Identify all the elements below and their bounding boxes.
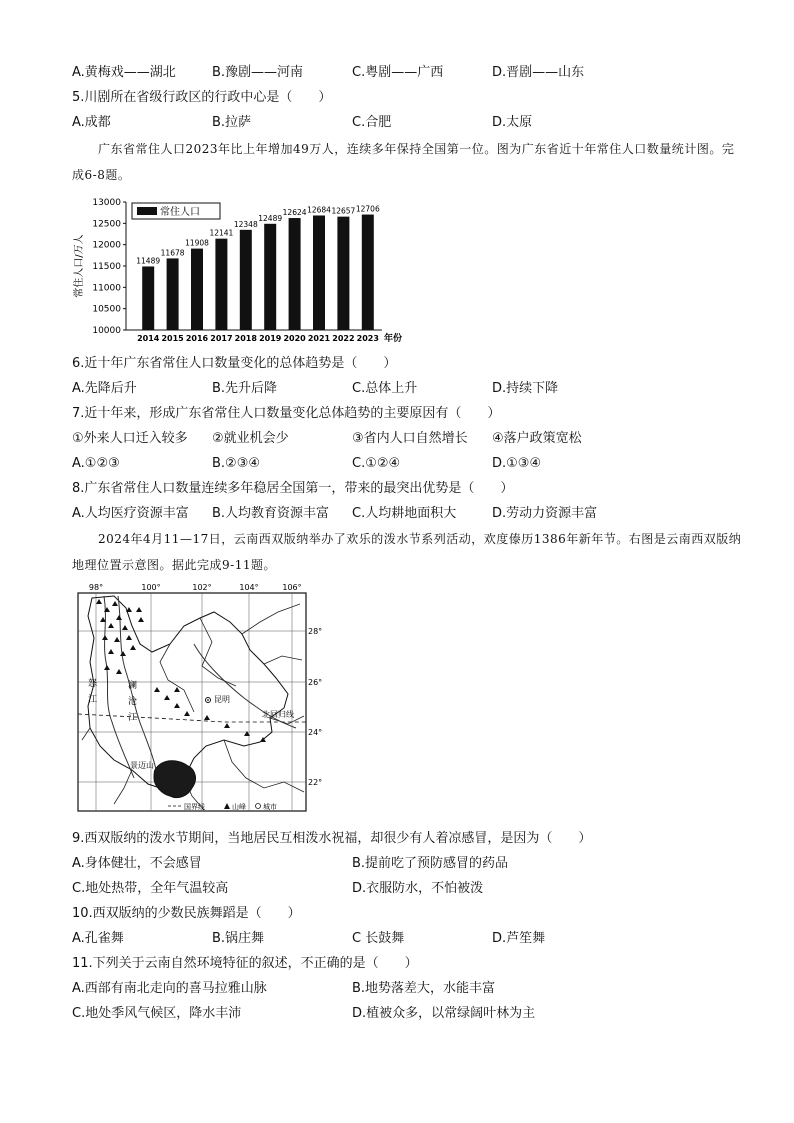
lat-label: 26° (308, 678, 323, 687)
bar-value-label: 12657 (331, 206, 356, 216)
q7-option-b: B.②③④ (212, 456, 261, 471)
q9-option-b: B.提前吃了预防感冒的药品 (352, 856, 509, 871)
x-axis-label: 年份 (384, 334, 403, 344)
bar-value-label: 12489 (258, 213, 283, 223)
q10-option-d: D.芦笙舞 (492, 931, 546, 946)
y-tick-label: 11000 (92, 283, 121, 294)
region-label: 景迈山 (130, 761, 154, 770)
intro-text: 2024年4月11—17日，云南西双版纳举办了欢乐的泼水节系列活动，欢度傣历1386年新年节。右图是云南西双版纳地理位置示意图。据此完成9-11题。 (72, 532, 742, 572)
lat-label: 28° (308, 627, 323, 636)
population-bar-chart (72, 192, 412, 344)
q6-option-d: D.持续下降 (492, 381, 559, 396)
q8-option-c: C.人均耕地面积大 (352, 506, 457, 521)
tropic-label: 北回归线 (262, 710, 294, 719)
q4-option-d: D.晋剧——山东 (492, 65, 585, 80)
q7-option-d: D.①③④ (492, 456, 542, 471)
y-tick-label: 10000 (92, 326, 121, 336)
y-axis-label: 常住人口/万人 (74, 234, 85, 298)
yunnan-location-map (74, 582, 334, 814)
lon-label: 102° (192, 583, 212, 592)
y-tick-label: 12000 (92, 240, 121, 251)
bar-value-label: 11678 (160, 248, 185, 258)
bar (240, 230, 252, 330)
q10-stem: 10.西双版纳的少数民族舞蹈是（ ） (72, 906, 301, 921)
y-tick-label: 12500 (92, 219, 121, 230)
bar (313, 215, 325, 330)
q7-reason-1: ①外来人口迁入较多 (72, 431, 188, 446)
q9-option-a: A.身体健壮，不会感冒 (72, 856, 202, 871)
bar (215, 239, 227, 330)
q6-option-c: C.总体上升 (352, 381, 418, 396)
legend-label: 常住人口 (160, 207, 200, 218)
x-tick-label: 2015 (161, 334, 184, 343)
bar (264, 224, 276, 330)
svg-text:山峰: 山峰 (232, 803, 246, 811)
q8-option-a: A.人均医疗资源丰富 (72, 506, 189, 521)
q5-stem: 5.川剧所在省级行政区的行政中心是（ ） (72, 90, 332, 105)
x-tick-label: 2014 (137, 334, 160, 343)
q5-option-d: D.太原 (492, 115, 533, 130)
q6-option-b: B.先升后降 (212, 381, 278, 396)
bar (362, 215, 374, 330)
x-tick-label: 2021 (307, 334, 331, 343)
q7-option-c: C.①②④ (352, 456, 401, 471)
x-tick-label: 2017 (210, 334, 233, 343)
lon-label: 98° (88, 583, 104, 592)
q8-stem: 8.广东省常住人口数量连续多年稳居全国第一，带来的最突出优势是（ ） (72, 481, 514, 496)
q7-reason-4: ④落户政策宽松 (492, 431, 582, 446)
q6-stem: 6.近十年广东省常住人口数量变化的总体趋势是（ ） (72, 356, 397, 371)
q11-option-c: C.地处季风气候区，降水丰沛 (72, 1006, 242, 1021)
q9-stem: 9.西双版纳的泼水节期间，当地居民互相泼水祝福，却很少有人着凉感冒，是因为（ ） (72, 831, 592, 846)
intro-paragraph-xishuangbanna (72, 526, 742, 578)
city-legend-icon (256, 804, 261, 809)
river-label: 江 (88, 695, 98, 705)
x-tick-label: 2022 (332, 334, 355, 343)
lon-label: 100° (141, 583, 161, 592)
lat-label: 24° (308, 728, 323, 737)
city-label: 昆明 (214, 695, 230, 704)
bar-value-label: 12624 (282, 208, 307, 218)
x-tick-label: 2016 (185, 334, 209, 343)
legend-swatch (137, 207, 157, 215)
lon-label: 106° (282, 583, 302, 592)
lat-label: 22° (308, 778, 323, 787)
q8-option-d: D.劳动力资源丰富 (492, 506, 598, 521)
q10-option-b: B.锅庄舞 (212, 931, 265, 946)
q11-option-d: D.植被众多，以常绿阔叶林为主 (352, 1006, 536, 1021)
river-label: 沧 (128, 697, 138, 707)
bar-value-label: 12348 (233, 219, 258, 229)
q9-option-d: D.衣服防水，不怕被泼 (352, 881, 484, 896)
q4-option-a: A.黄梅戏——湖北 (72, 65, 176, 80)
bar-value-label: 12141 (209, 228, 234, 238)
bar (167, 258, 179, 330)
lon-label: 104° (239, 583, 259, 592)
river-label: 澜 (128, 681, 138, 691)
bar (191, 249, 203, 330)
q5-option-b: B.拉萨 (212, 115, 252, 130)
bar (289, 218, 301, 330)
bar-value-label: 12684 (307, 205, 331, 215)
bar-value-label: 11908 (185, 238, 209, 248)
y-tick-label: 10500 (92, 304, 121, 315)
intro-text: 广东省常住人口2023年比上年增加49万人，连续多年保持全国第一位。图为广东省近十年常住人口数量统计图。完成6-8题。 (72, 142, 735, 182)
y-tick-label: 13000 (92, 198, 121, 208)
q6-option-a: A.先降后升 (72, 381, 137, 396)
q10-option-c: C 长鼓舞 (352, 931, 405, 946)
q11-option-b: B.地势落差大，水能丰富 (352, 981, 496, 996)
bar-value-label: 11489 (136, 256, 161, 266)
q11-stem: 11.下列关于云南自然环境特征的叙述，不正确的是（ ） (72, 956, 418, 971)
x-tick-label: 2023 (356, 334, 379, 343)
q4-option-c: C.粤剧——广西 (352, 65, 444, 80)
q7-reason-3: ③省内人口自然增长 (352, 431, 468, 446)
y-tick-label: 11500 (92, 262, 121, 272)
svg-text:城市: 城市 (263, 803, 277, 811)
q5-option-a: A.成都 (72, 115, 111, 130)
q7-stem: 7.近十年来，形成广东省常住人口数量变化总体趋势的主要原因有（ ） (72, 406, 501, 421)
x-tick-label: 2020 (283, 334, 306, 343)
q5-option-c: C.合肥 (352, 115, 392, 130)
q11-option-a: A.西部有南北走向的喜马拉雅山脉 (72, 981, 267, 996)
bar (337, 217, 349, 330)
q10-option-a: A.孔雀舞 (72, 931, 124, 946)
intro-paragraph-guangdong (72, 136, 742, 188)
q8-option-b: B.人均教育资源丰富 (212, 506, 330, 521)
x-tick-label: 2018 (234, 334, 257, 343)
q4-option-b: B.豫剧——河南 (212, 65, 304, 80)
river-label: 怒 (88, 679, 98, 689)
bar (142, 266, 154, 330)
q9-option-c: C.地处热带，全年气温较高 (72, 881, 229, 896)
river-label: 江 (128, 713, 138, 723)
q7-option-a: A.①②③ (72, 456, 120, 471)
q7-reason-2: ②就业机会少 (212, 431, 289, 446)
svg-text:国界线: 国界线 (184, 803, 205, 811)
bar-value-label: 12706 (355, 204, 380, 214)
x-tick-label: 2019 (259, 334, 282, 343)
